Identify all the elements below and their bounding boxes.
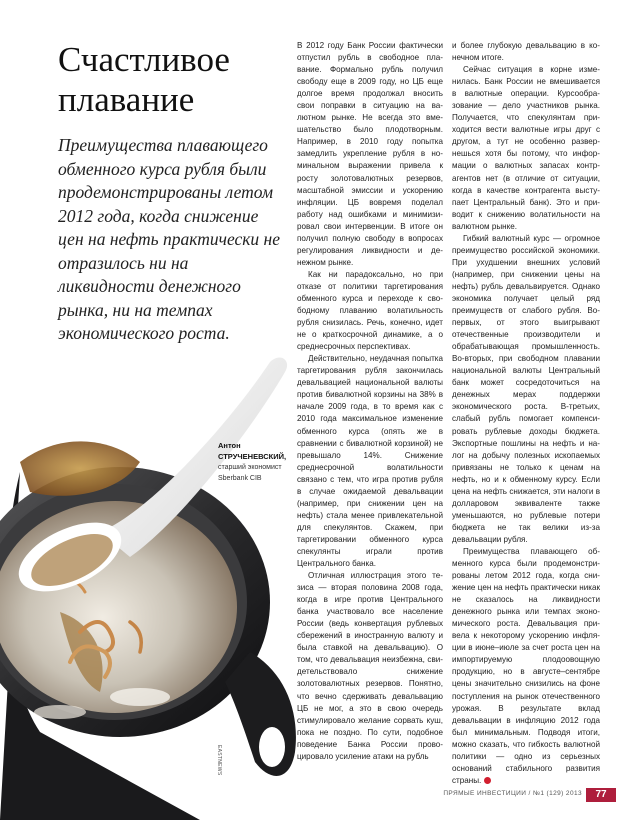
page-footer xyxy=(0,788,630,802)
paragraph: Как ни парадоксально, но при отказе от политики таргетирования обменного курса и переходе к свободному плаванию волатильность рубля снизилась. Речь, конечно, идет не о краткосрочной динамике, а о среднесрочных перспективах. xyxy=(297,269,443,352)
magazine-name: ПРЯМЫЕ ИНВЕСТИЦИИ xyxy=(443,790,527,797)
paragraph: и более глубокую девальвацию в конечном итоге. xyxy=(452,41,600,63)
article-column-1 xyxy=(297,40,443,763)
author-role: старший экономист xyxy=(218,464,282,471)
paragraph: Отличная иллюстрация этого тезиса — вторая половина 2008 года, когда в игре против Центрального банка участвовало все население России (ведь конвертация рублевых сбережений в иностранную валюту и была ставкой на девальвацию). О том, что девальвация неизбежна, свидетельствовало снижение золотовалютных резервов. Понятно, что вечно сдерживать девальвацию ЦБ не мог, а это в свою очередь стимулировало желание сорвать куш, пока не поздно. По сути, подобное поведение Банка России провоцировало усиление атаки на рубль xyxy=(297,571,443,761)
issue-number: №1 (129) 2013 xyxy=(532,790,582,797)
author-company: Sberbank CIB xyxy=(218,475,262,482)
end-mark-icon xyxy=(484,777,491,784)
paragraph: Сейчас ситуация в корне изменилась. Банк России не вмешивается в валютные операции. Курсообразование — дело участников рынка. Получается, что спекулянтам приходится вести валютные игры друг с другом, а тут не особенно развернешься хотя бы потому, что информации о валютных запасах контрагентов нет (в отличие от ситуации, когда в качестве контрагента выступает Центральный банк). Это и приводит к снижению волатильности на валютном рынке. xyxy=(452,65,600,231)
paragraph-text: Преимущества плавающего обменного курса были продемонстрированы летом 2012 года, когда снижение цен на нефть практически никак не сказалось на ликвидности денежного рынка или темпах экономического роста. Девальвация привела к некоторому ускорению инфляции в июне–июле за счет роста цен на импортируемую плодоовощную продукцию, но в августе–сентябре цены значительно снизились на фоне поступления на рынок отечественного урожая. В результате вклад девальвации в инфляцию 2012 года был минимальным. Подводя итоги, можно сказать, что гибкость валютной политики — одно из серьезных оснований стабильного развития страны. xyxy=(452,546,600,785)
article-column-2 xyxy=(452,40,600,787)
article-title: Счастливое плавание xyxy=(58,40,230,119)
soup-pot-illustration xyxy=(0,352,300,820)
footer-issue-line xyxy=(443,790,582,797)
author-name: Антон СТРУЧЕНЕВСКИЙ, xyxy=(218,441,287,461)
author-block xyxy=(218,440,298,484)
paragraph: Гибкий валютный курс — огромное преимущество российской экономики. При ухудшении внешних условий (например, при снижении цены на нефть) рубль девальвируется. Однако экономика получает целый ряд преимуществ от слабого рубля. Во-первых, от этого выигрывают отечественные производители и обрабатывающая промышленность. Во-вторых, при свободном плавании национальной валюты Центральный банк может сосредоточиться на денежных мерах поддержки экономического роста. В-третьих, слабый рубль помогает компенсировать рублевые доходы бюджета. Экспортные пошлины на нефть и налог на добычу полезных ископаемых привязаны не только к ценам на нефть, но и к обменному курсу. Если цена на нефть снижается, эти налоги в долларовом эквиваленте также уменьшаются, но рублевые потери бюджета не так велики из-за девальвации рубля. xyxy=(452,233,600,544)
article-lead: Преимущества плавающего обменного курса рубля были продемонстрированы летом 2012 года, когда снижение цен на нефть практически не отразилось ни на ликвидности денежного рынка, ни на темпах экономического роста. xyxy=(58,135,281,343)
paragraph: Действительно, неудачная попытка таргетирования рубля закончилась девальвацией национальной валюты против бивалютной корзины на 38% в начале 2009 года, в то время как с 2010 года максимальное изменение обменного курса (опять же в сравнении с бивалютной корзиной) не превышало 14%. Снижение среднесрочной волатильности связано с тем, что игра против рубля в случае ожидаемой девальвации (например, при снижении цен на нефть) стала менее привлекательной для спекулянтов. Скажем, при таргетировании обменного курса спекулянты играли против Центрального банка. xyxy=(297,354,443,569)
paragraph-final xyxy=(452,546,600,787)
issue-separator: / xyxy=(528,790,531,797)
paragraph: В 2012 году Банк России фактически отпустил рубль в свободное плавание. Формально рубль получил свободу еще в 2009 году, но ЦБ еще долгое время продолжал вносить свои поправки в ситуацию на валютном рынке. Не всегда это вмешательство было плодотворным. Например, в 2010 году попытка замедлить укрепление рубля в номинальном выражении привела к росту золотовалютных резервов, масштабной эмиссии и ускорению инфляции. ЦБ вовремя поделал работу над ошибками и минимизировал свои интервенции. В итоге он получил полную свободу в вопросах регулирования ликвидности и денежном рынке. xyxy=(297,41,443,267)
photo-credit: EASTNEWS xyxy=(216,745,222,776)
page-number: 77 xyxy=(586,788,616,802)
